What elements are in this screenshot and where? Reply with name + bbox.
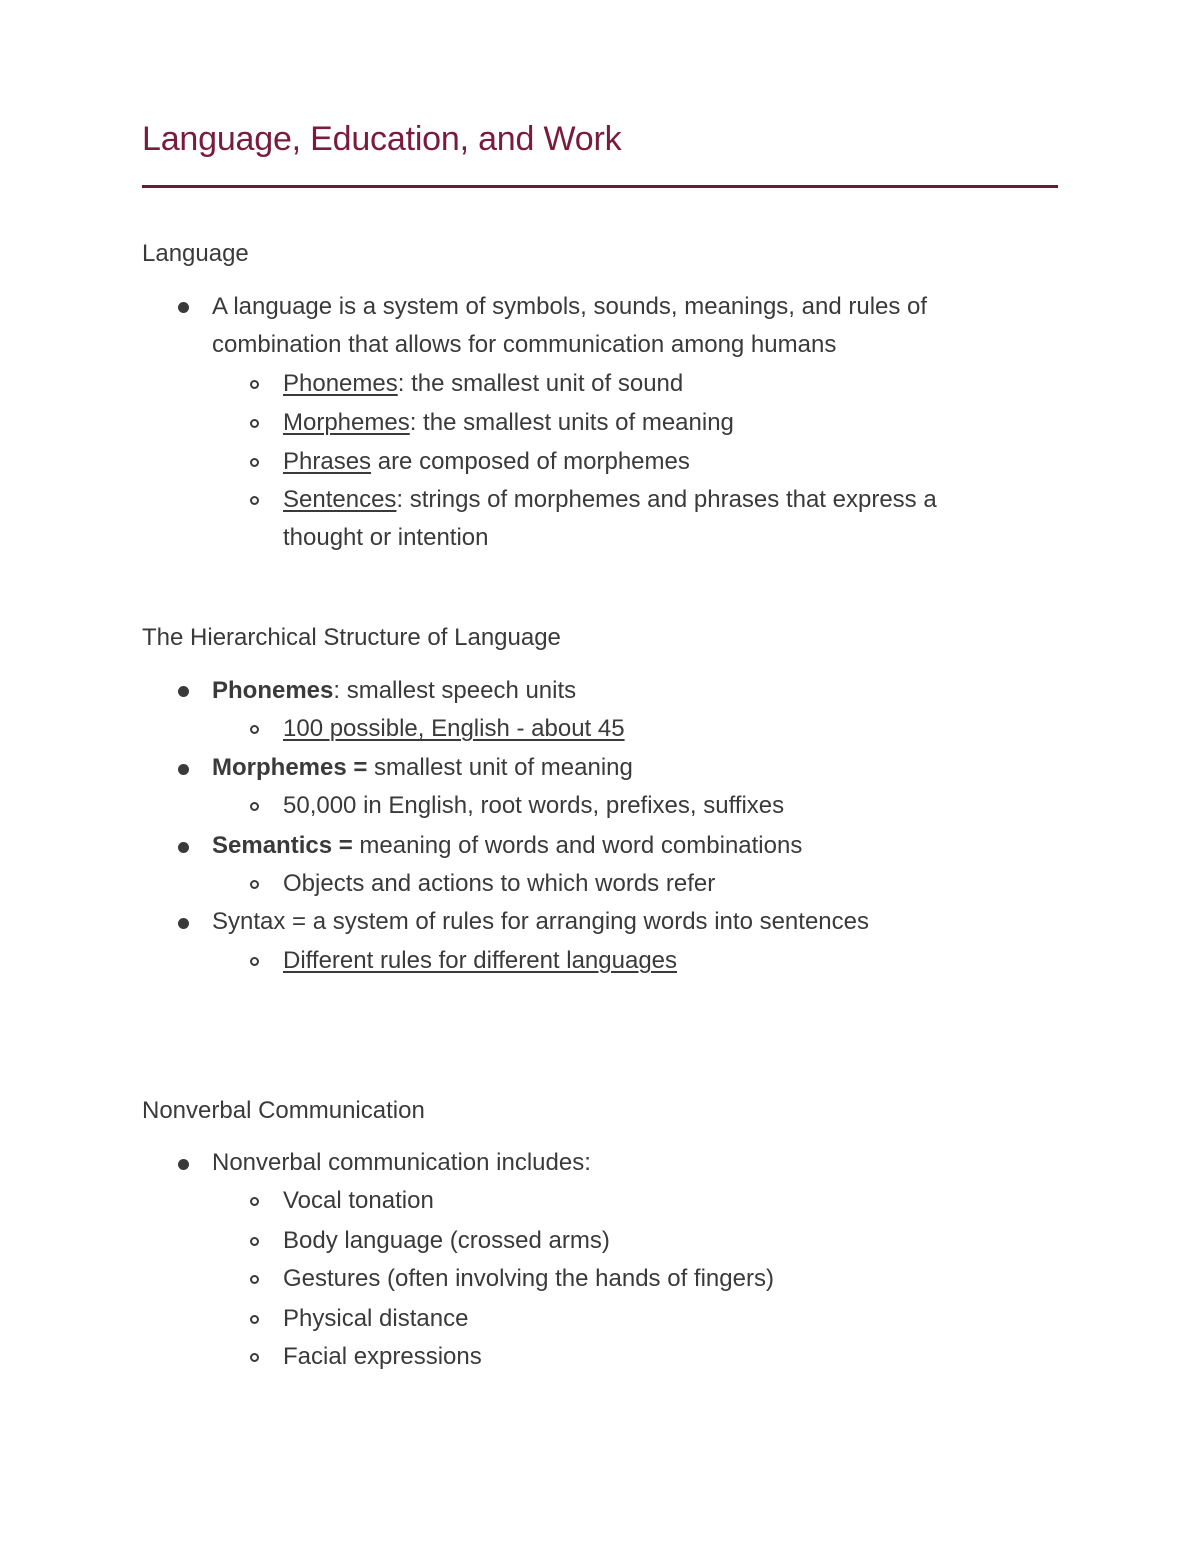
section-heading-nonverbal: Nonverbal Communication bbox=[142, 1097, 425, 1124]
term-morphemes: Morphemes bbox=[283, 409, 410, 436]
bullet-dot-icon bbox=[178, 842, 189, 853]
bullet-ring-icon bbox=[250, 880, 259, 889]
list-item-text: Gestures (often involving the hands of fingers) bbox=[283, 1265, 774, 1292]
term-phonemes: Phonemes bbox=[212, 677, 334, 704]
term-semantics: Semantics = bbox=[212, 832, 353, 859]
definition-text: : the smallest unit of sound bbox=[397, 370, 684, 397]
list-item-text: Vocal tonation bbox=[283, 1187, 434, 1214]
bullet-dot-icon bbox=[178, 686, 189, 697]
list-item-text: Physical distance bbox=[283, 1305, 469, 1332]
bullet-dot-icon bbox=[178, 302, 189, 313]
list-item-text: Nonverbal communication includes: bbox=[212, 1149, 591, 1176]
bullet-ring-icon bbox=[250, 725, 259, 734]
bullet-ring-icon bbox=[250, 1197, 259, 1206]
bullet-ring-icon bbox=[250, 496, 259, 505]
definition-text: smallest unit of meaning bbox=[367, 754, 633, 781]
section-heading-hierarchy: The Hierarchical Structure of Language bbox=[142, 624, 561, 651]
list-item bbox=[212, 827, 802, 865]
bullet-ring-icon bbox=[250, 802, 259, 811]
term-phonemes: Phonemes bbox=[283, 370, 398, 397]
bullet-ring-icon bbox=[250, 957, 259, 966]
bullet-ring-icon bbox=[250, 1315, 259, 1324]
term-morphemes: Morphemes = bbox=[212, 754, 368, 781]
definition-text: : strings of morphemes and phrases that express a bbox=[396, 486, 937, 513]
bullet-dot-icon bbox=[178, 1159, 189, 1170]
list-item-text: combination that allows for communication among humans bbox=[212, 331, 837, 358]
list-item bbox=[283, 443, 690, 481]
list-item-text bbox=[283, 942, 677, 980]
list-item bbox=[283, 481, 937, 519]
list-item-text: Syntax = a system of rules for arranging words into sentences bbox=[212, 908, 869, 935]
definition-text: are composed of morphemes bbox=[371, 448, 690, 475]
phonemes-count-note: 100 possible, English - about 45 bbox=[283, 715, 625, 742]
bullet-ring-icon bbox=[250, 380, 259, 389]
bullet-dot-icon bbox=[178, 918, 189, 929]
list-item bbox=[212, 672, 576, 710]
list-item bbox=[212, 749, 633, 787]
definition-text: : the smallest units of meaning bbox=[409, 409, 734, 436]
list-item bbox=[283, 365, 683, 403]
section-heading-language: Language bbox=[142, 240, 249, 267]
list-item-text bbox=[283, 710, 625, 748]
bullet-ring-icon bbox=[250, 458, 259, 467]
list-item bbox=[283, 404, 734, 442]
list-item-text: A language is a system of symbols, sounds, meanings, and rules of bbox=[212, 293, 928, 320]
list-item-text: thought or intention bbox=[283, 524, 489, 551]
list-item-text: Body language (crossed arms) bbox=[283, 1227, 610, 1254]
bullet-dot-icon bbox=[178, 764, 189, 775]
syntax-note: Different rules for different languages bbox=[283, 947, 678, 974]
page-title: Language, Education, and Work bbox=[142, 120, 622, 158]
definition-text: : smallest speech units bbox=[333, 677, 577, 704]
title-divider bbox=[142, 185, 1058, 188]
list-item-text: Objects and actions to which words refer bbox=[283, 870, 716, 897]
term-phrases: Phrases bbox=[283, 448, 372, 475]
definition-text: meaning of words and word combinations bbox=[352, 832, 803, 859]
term-sentences: Sentences bbox=[283, 486, 397, 513]
bullet-ring-icon bbox=[250, 1275, 259, 1284]
bullet-ring-icon bbox=[250, 419, 259, 428]
list-item-text: 50,000 in English, root words, prefixes, suffixes bbox=[283, 792, 785, 819]
bullet-ring-icon bbox=[250, 1237, 259, 1246]
bullet-ring-icon bbox=[250, 1353, 259, 1362]
list-item-text: Facial expressions bbox=[283, 1343, 482, 1370]
